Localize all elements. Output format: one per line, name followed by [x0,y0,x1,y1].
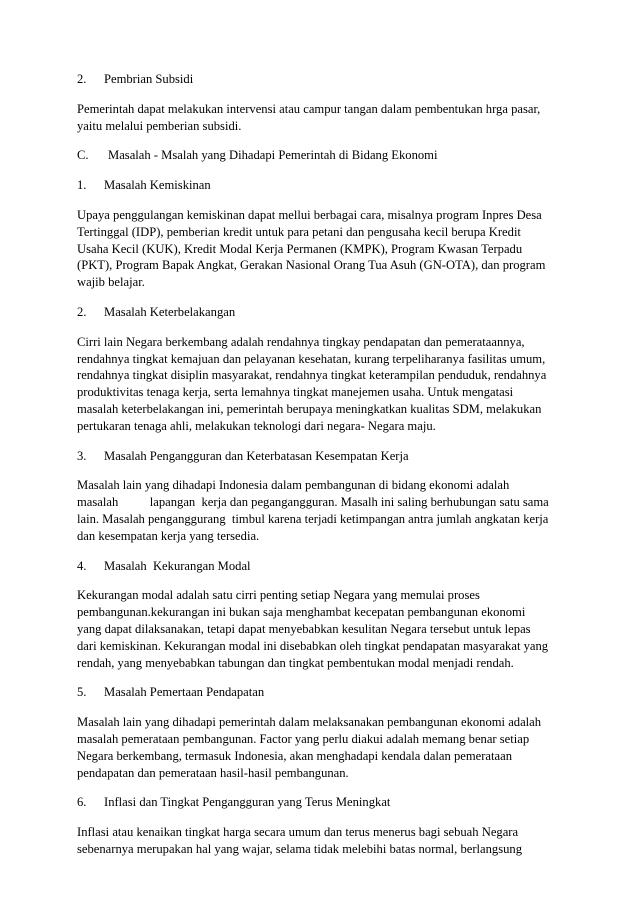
paragraph-line: pembangunan.kekurangan ini bukan saja menghambat kecepatan pembangunan ekonomi [77,605,526,620]
paragraph-line: Pemerintah dapat melakukan intervensi atau campur tangan dalam pembentukan hrga pasar, [77,101,541,116]
paragraph [77,714,567,781]
paragraph-line: Negara berkembang, termasuk Indonesia, akan menghadapi kendala dalan pemerataan [77,748,512,763]
paragraph-line: produktivitas tenaga kerja, serta lemahnya tingkat manejemen usaha. Untuk mengatasi [77,385,514,400]
heading-number: 2. [77,304,87,319]
paragraph-line: Inflasi atau kenaikan tingkat harga secara umum dan terus menerus bagi sebuah Negara [77,825,519,840]
paragraph-line: Kekurangan modal adalah satu cirri penting setiap Negara yang memulai proses [77,588,480,603]
heading-title: Masalah Pengangguran dan Keterbatasan Kesempatan Kerja [104,448,409,463]
heading-number: 6. [77,795,87,810]
heading-number: C. [77,148,89,163]
document-page [77,71,567,858]
paragraph-line: yaitu melalui pemberian subsidi. [77,118,242,133]
section-heading [77,71,567,88]
paragraph [77,587,567,671]
paragraph-line: Masalah lain yang dihadapi pemerintah dalam melaksanakan pembangunan ekonomi adalah [77,715,542,730]
heading-number: 3. [77,448,87,463]
paragraph-line: sebenarnya merupakan hal yang wajar, selama tidak melebihi batas normal, berlangsung [77,841,523,856]
heading-number: 2. [77,72,87,86]
heading-title: Masalah Pemertaan Pendapatan [104,685,265,700]
section-heading [77,448,567,465]
heading-title: Pembrian Subsidi [104,72,194,86]
paragraph-line: (PKT), Program Bapak Angkat, Gerakan Nasional Orang Tua Asuh (GN-OTA), dan program [77,258,546,273]
paragraph-line: Tertinggal (IDP), pemberian kredit untuk para petani dan pengusaha kecil berupa Kredit [77,224,521,239]
heading-number: 1. [77,178,87,193]
paragraph-line: rendahnya tingkat disiplin masyarakat, rendahnya tingkat keterampilan penduduk, rendahnya [77,368,547,383]
paragraph-line: Cirri lain Negara berkembang adalah rendahnya tingkay pendapatan dan pemerataannya, [77,334,525,349]
heading-title: Inflasi dan Tingkat Pengangguran yang Terus Meningkat [104,795,391,810]
paragraph-line: Usaha Kecil (KUK), Kredit Modal Kerja Permanen (KMPK), Program Kwasan Terpadu [77,241,523,256]
paragraph-line: masalah pemerataan pembangunan. Factor yang perlu diakui adalah memang benar setiap [77,731,530,746]
paragraph-line: lain. Masalah penganggurang timbul karena terjadi ketimpangan antra jumlah angkatan kerja [77,511,549,526]
paragraph-line: dari kemiskinan. Kekurangan modal ini disebabkan oleh tingkat pendapatan masyarakat yang [77,638,549,653]
paragraph-line: masalah lapangan kerja dan pegangangguran. Masalh ini saling berhubungan satu sama [77,495,549,510]
section-heading [77,304,567,321]
paragraph-line: pertukaran tenaga ahli, melakukan teknologi dari negara- Negara maju. [77,418,436,433]
heading-number: 5. [77,685,87,700]
paragraph-line: pendapatan dan pemerataan hasil-hasil pembangunan. [77,765,349,780]
heading-title: Masalah Keterbelakangan [104,304,236,319]
heading-title: Masalah Kemiskinan [104,178,211,193]
paragraph-line: wajib belajar. [77,275,145,290]
paragraph-line: Upaya penggulangan kemiskinan dapat mellui berbagai cara, misalnya program Inpres Desa [77,207,542,222]
section-heading [77,794,567,811]
paragraph [77,334,567,435]
heading-number: 4. [77,558,87,573]
paragraph-line: Masalah lain yang dihadapi Indonesia dalam pembangunan di bidang ekonomi adalah [77,478,510,493]
section-heading [77,147,567,164]
section-heading [77,177,567,194]
paragraph-line: dan kesempatan kerja yang tersedia. [77,528,260,543]
paragraph [77,101,567,135]
paragraph [77,477,567,544]
paragraph-line: masalah keterbelakangan ini, pemerintah berupaya meningkatkan kualitas SDM, melakukan [77,401,542,416]
paragraph [77,207,567,291]
paragraph-line: yang dapat dilaksanakan, tetapi dapat menyebabkan kesulitan Negara tersebut untuk lepas [77,621,531,636]
paragraph-line: rendah, yang menyebabkan tabungan dan tingkat pembentukan modal menjadi rendah. [77,655,514,670]
paragraph-line: rendahnya tingkat kemajuan dan pelayanan kesehatan, kurang terpeliharanya fasilitas umum, [77,351,546,366]
paragraph [77,824,567,858]
heading-title: Masalah - Msalah yang Dihadapi Pemerintah di Bidang Ekonomi [108,148,438,163]
heading-title: Masalah Kekurangan Modal [104,558,251,573]
section-heading [77,684,567,701]
section-heading [77,558,567,575]
